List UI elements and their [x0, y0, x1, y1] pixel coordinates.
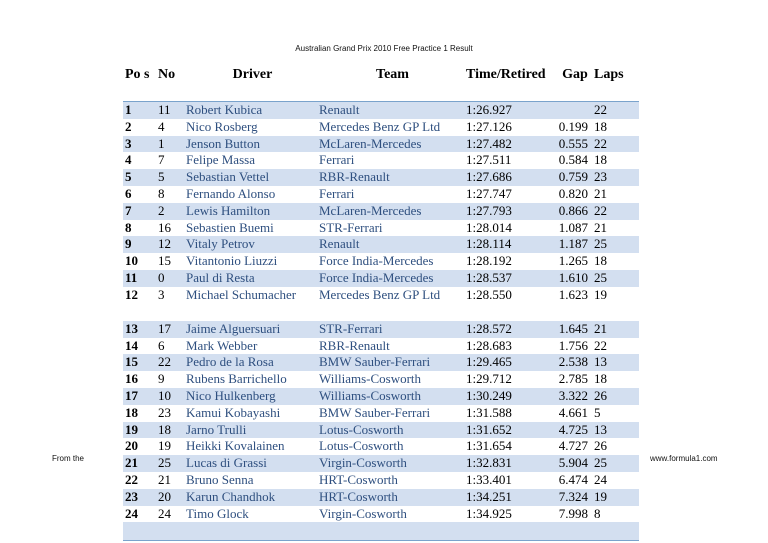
cell-laps: 13 [594, 354, 607, 370]
cell-no: 9 [158, 371, 165, 387]
cell-laps: 25 [594, 269, 607, 285]
header-driver: Driver [232, 67, 273, 82]
cell-no: 16 [158, 219, 171, 235]
cell-laps: 22 [594, 102, 607, 117]
cell-team: Virgin-Cosworth [319, 455, 407, 471]
cell-team: Ferrari [319, 152, 355, 168]
cell-driver: Fernando Alonso [186, 185, 276, 201]
cell-gap: 0.584 [558, 152, 588, 168]
cell-laps: 26 [594, 438, 607, 454]
cell-laps: 18 [594, 118, 607, 134]
cell-driver: Jaime Alguersuari [186, 320, 281, 336]
table-row [123, 489, 639, 506]
cell-team: Virgin-Cosworth [319, 505, 407, 521]
cell-gap: 5.904 [558, 455, 588, 471]
cell-no: 25 [158, 455, 171, 471]
cell-pos: 21 [125, 455, 138, 471]
cell-laps: 8 [594, 505, 601, 521]
cell-driver: Vitantonio Liuzzi [186, 253, 278, 269]
cell-no: 17 [158, 320, 171, 336]
table-bottom-rule [123, 540, 639, 541]
cell-time: 1:28.683 [466, 337, 512, 353]
cell-gap: 4.727 [558, 438, 588, 454]
cell-laps: 13 [594, 421, 607, 437]
source-note-right: www.formula1.com [650, 454, 718, 463]
cell-time: 1:29.712 [466, 371, 512, 387]
cell-gap: 7.324 [558, 488, 588, 504]
cell-time: 1:31.588 [466, 404, 512, 420]
cell-driver: Heikki Kovalainen [186, 438, 285, 454]
cell-pos: 3 [125, 135, 132, 151]
cell-no: 0 [158, 269, 165, 285]
cell-time: 1:33.401 [466, 471, 512, 487]
cell-driver: Felipe Massa [186, 152, 255, 168]
cell-gap: 4.725 [558, 421, 588, 437]
table-row [123, 405, 639, 422]
cell-time: 1:30.249 [466, 387, 512, 403]
cell-pos: 8 [125, 219, 132, 235]
cell-gap: 1.610 [558, 269, 588, 285]
cell-driver: Karun Chandhok [186, 488, 276, 504]
cell-no: 19 [158, 438, 171, 454]
header-no: No [158, 67, 176, 82]
cell-team: Renault [319, 236, 360, 252]
cell-time: 1:27.793 [466, 202, 512, 218]
results-table [123, 64, 639, 541]
cell-pos: 17 [125, 387, 138, 403]
cell-time: 1:28.572 [466, 320, 512, 336]
cell-no: 7 [158, 152, 165, 168]
cell-team: Mercedes Benz GP Ltd [319, 118, 441, 134]
cell-gap: 3.322 [558, 387, 588, 403]
table-row [123, 472, 639, 489]
cell-team: STR-Ferrari [319, 219, 383, 235]
header-time: Time/Retired [466, 67, 546, 82]
cell-no: 6 [158, 337, 165, 353]
cell-laps: 25 [594, 236, 607, 252]
cell-driver: Lewis Hamilton [186, 202, 271, 218]
cell-no: 5 [158, 169, 165, 185]
source-note-left: From the [52, 454, 85, 463]
cell-time: 1:26.927 [466, 102, 512, 117]
cell-gap: 1.187 [558, 236, 588, 252]
cell-laps: 25 [594, 455, 607, 471]
cell-team: HRT-Cosworth [319, 488, 398, 504]
cell-laps: 22 [594, 337, 607, 353]
cell-pos: 19 [125, 421, 138, 437]
cell-pos: 23 [125, 488, 138, 504]
cell-no: 15 [158, 253, 171, 269]
cell-laps: 22 [594, 135, 607, 151]
cell-pos: 1 [125, 102, 132, 117]
table-row [123, 338, 639, 355]
cell-laps: 21 [594, 219, 607, 235]
cell-pos: 15 [125, 354, 138, 370]
table-row [123, 455, 639, 472]
table-row [123, 136, 639, 153]
cell-time: 1:34.251 [466, 488, 512, 504]
cell-driver: Nico Hulkenberg [186, 387, 276, 403]
cell-driver: Michael Schumacher [186, 286, 297, 302]
cell-laps: 24 [594, 471, 607, 487]
cell-pos: 12 [125, 286, 138, 302]
cell-time: 1:28.114 [466, 236, 512, 252]
cell-driver: Pedro de la Rosa [186, 354, 274, 370]
cell-laps: 19 [594, 286, 607, 302]
table-row [123, 102, 639, 119]
cell-gap: 2.785 [558, 371, 588, 387]
cell-pos: 6 [125, 185, 132, 201]
cell-team: Force India-Mercedes [319, 269, 434, 285]
cell-time: 1:27.126 [466, 118, 512, 134]
cell-gap: 4.661 [558, 404, 588, 420]
cell-no: 2 [158, 202, 165, 218]
table-row [123, 253, 639, 270]
cell-time: 1:29.465 [466, 354, 512, 370]
cell-pos: 14 [125, 337, 138, 353]
cell-laps: 23 [594, 169, 607, 185]
cell-team: Force India-Mercedes [319, 253, 434, 269]
cell-no: 11 [158, 102, 171, 117]
table-row [123, 371, 639, 388]
table-row [123, 119, 639, 136]
cell-team: RBR-Renault [319, 337, 390, 353]
cell-driver: Sebastien Buemi [186, 219, 274, 235]
cell-time: 1:32.831 [466, 455, 512, 471]
cell-laps: 21 [594, 185, 607, 201]
cell-time: 1:27.747 [466, 185, 512, 201]
cell-laps: 5 [594, 404, 601, 420]
cell-pos: 13 [125, 320, 138, 336]
cell-time: 1:27.482 [466, 135, 512, 151]
cell-driver: Paul di Resta [186, 269, 255, 285]
cell-gap: 0.555 [558, 135, 588, 151]
cell-pos: 18 [125, 404, 138, 420]
table-row [123, 438, 639, 455]
cell-pos: 4 [125, 152, 132, 168]
cell-team: Ferrari [319, 185, 355, 201]
cell-no: 8 [158, 185, 165, 201]
cell-laps: 26 [594, 387, 607, 403]
cell-gap: 6.474 [558, 471, 588, 487]
cell-team: Mercedes Benz GP Ltd [319, 286, 441, 302]
table-row [123, 321, 639, 338]
cell-time: 1:27.511 [466, 152, 512, 168]
cell-team: Lotus-Cosworth [319, 421, 404, 437]
cell-team: Renault [319, 102, 360, 117]
cell-gap: 0.866 [558, 202, 588, 218]
table-footer-band [123, 522, 639, 540]
cell-team: Lotus-Cosworth [319, 438, 404, 454]
cell-gap: 1.645 [558, 320, 588, 336]
cell-gap: 0.820 [558, 185, 588, 201]
cell-pos: 2 [125, 118, 132, 134]
cell-driver: Sebastian Vettel [186, 169, 270, 185]
cell-driver: Kamui Kobayashi [186, 404, 281, 420]
cell-pos: 16 [125, 371, 138, 387]
cell-driver: Robert Kubica [186, 102, 263, 117]
cell-laps: 21 [594, 320, 607, 336]
cell-laps: 18 [594, 152, 607, 168]
cell-no: 24 [158, 505, 171, 521]
cell-gap: 1.756 [558, 337, 588, 353]
table-row [123, 354, 639, 371]
cell-gap: 1.623 [558, 286, 588, 302]
cell-no: 20 [158, 488, 171, 504]
cell-pos: 22 [125, 471, 138, 487]
cell-team: STR-Ferrari [319, 320, 383, 336]
cell-gap [556, 102, 594, 119]
cell-no: 10 [158, 387, 171, 403]
cell-laps: 18 [594, 253, 607, 269]
header-gap: Gap [562, 67, 588, 82]
table-header-row [123, 64, 639, 102]
cell-time: 1:27.686 [466, 169, 512, 185]
cell-no: 12 [158, 236, 171, 252]
table-row [123, 186, 639, 203]
cell-gap: 0.759 [558, 169, 588, 185]
cell-time: 1:28.550 [466, 286, 512, 302]
cell-driver: Jenson Button [186, 135, 261, 151]
cell-team: Williams-Cosworth [319, 371, 422, 387]
cell-no: 3 [158, 286, 165, 302]
table-row [123, 270, 639, 287]
cell-laps: 19 [594, 488, 607, 504]
cell-team: McLaren-Mercedes [319, 202, 422, 218]
table-row [123, 422, 639, 439]
cell-team: BMW Sauber-Ferrari [319, 354, 431, 370]
cell-driver: Mark Webber [186, 337, 258, 353]
cell-driver: Timo Glock [186, 505, 249, 521]
cell-time: 1:28.014 [466, 219, 512, 235]
table-row [123, 388, 639, 405]
cell-team: McLaren-Mercedes [319, 135, 422, 151]
table-row [123, 506, 639, 523]
document-title: Australian Grand Prix 2010 Free Practice 1 Result [295, 44, 473, 53]
table-body [123, 102, 639, 522]
table-row [123, 220, 639, 237]
cell-no: 21 [158, 471, 171, 487]
cell-driver: Bruno Senna [186, 471, 254, 487]
cell-pos: 24 [125, 505, 138, 521]
table-row [123, 169, 639, 186]
cell-pos: 5 [125, 169, 132, 185]
header-laps: Laps [594, 67, 624, 82]
cell-pos: 10 [125, 253, 138, 269]
cell-team: Williams-Cosworth [319, 387, 422, 403]
cell-pos: 11 [125, 269, 138, 285]
cell-driver: Jarno Trulli [186, 421, 247, 437]
cell-driver: Lucas di Grassi [186, 455, 267, 471]
cell-driver: Rubens Barrichello [186, 371, 287, 387]
table-row [123, 203, 639, 220]
cell-no: 4 [158, 118, 165, 134]
cell-pos: 20 [125, 438, 138, 454]
cell-team: BMW Sauber-Ferrari [319, 404, 431, 420]
cell-driver: Nico Rosberg [186, 118, 258, 134]
cell-no: 1 [158, 135, 165, 151]
cell-gap: 7.998 [558, 505, 588, 521]
cell-no: 22 [158, 354, 171, 370]
table-row [123, 152, 639, 169]
cell-time: 1:31.652 [466, 421, 512, 437]
cell-gap: 0.199 [558, 118, 588, 134]
cell-time: 1:31.654 [466, 438, 512, 454]
cell-laps: 18 [594, 371, 607, 387]
cell-pos: 9 [125, 236, 132, 252]
cell-time: 1:28.537 [466, 269, 512, 285]
cell-team: RBR-Renault [319, 169, 390, 185]
cell-laps: 22 [594, 202, 607, 218]
table-row [123, 236, 639, 253]
cell-time: 1:28.192 [466, 253, 512, 269]
cell-pos: 7 [125, 202, 132, 218]
cell-no: 23 [158, 404, 171, 420]
cell-gap: 1.265 [558, 253, 588, 269]
cell-gap: 2.538 [558, 354, 588, 370]
table-row [123, 287, 639, 321]
cell-driver: Vitaly Petrov [186, 236, 255, 252]
header-pos: Po s [125, 67, 150, 82]
cell-time: 1:34.925 [466, 505, 512, 521]
cell-gap: 1.087 [558, 219, 588, 235]
cell-team: HRT-Cosworth [319, 471, 398, 487]
header-team: Team [376, 67, 409, 82]
cell-no: 18 [158, 421, 171, 437]
